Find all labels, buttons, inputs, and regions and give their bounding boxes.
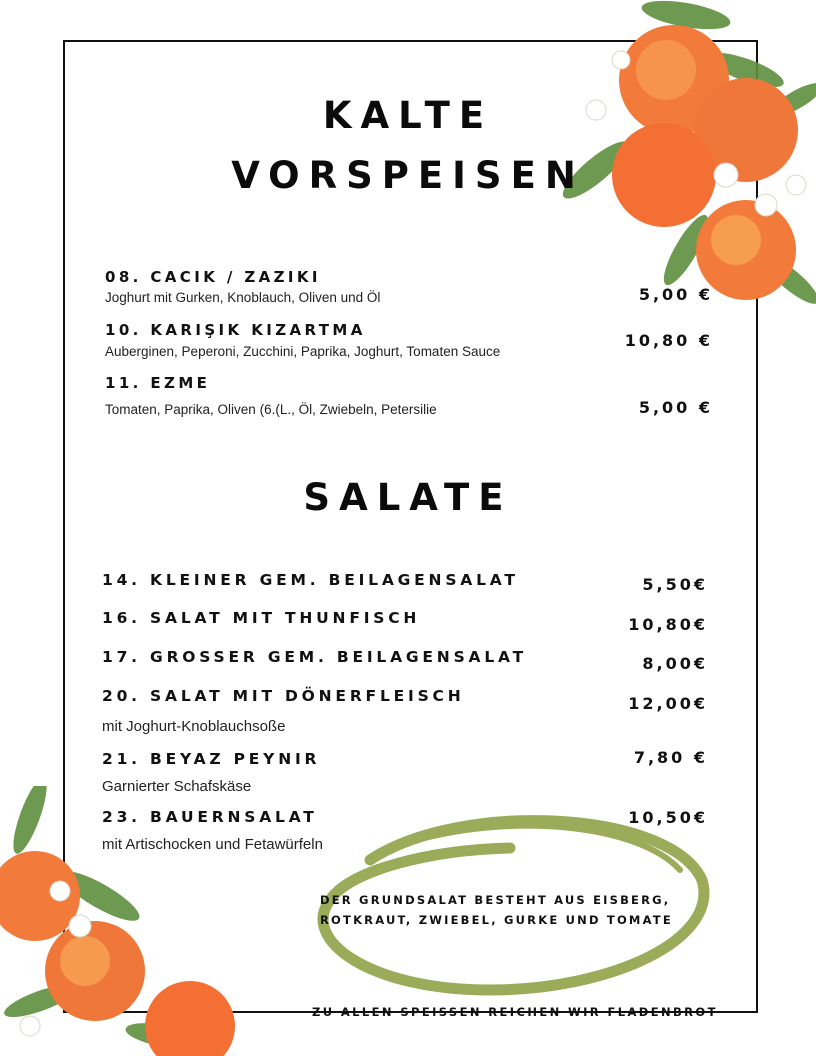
base-salad-note-line1: DER GRUNDSALAT BESTEHT AUS EISBERG, [320,893,671,907]
salad-item-name: 17. GROSSER GEM. BEILAGENSALAT [102,648,527,666]
salad-item-name: 20. SALAT MIT DÖNERFLEISCH [102,687,465,705]
footer-note: ZU ALLEN SPEISSEN REICHEN WIR FLADENBROT [312,1005,718,1019]
base-salad-note-line2: ROTKRAUT, ZWIEBEL, GURKE UND TOMATE [320,913,673,927]
salad-item-price: 7,80 € [633,748,708,767]
menu-item-name: 10. KARIŞIK KIZARTMA [105,321,366,339]
menu-item-name: 08. CACIK / ZAZIKI [105,268,321,286]
menu-item-description: Tomaten, Paprika, Oliven (6.(L., Öl, Zwiebeln, Petersilie [105,402,437,417]
salad-item-description: mit Artischocken und Fetawürfeln [102,836,323,853]
section-title-line1: KALTE [322,94,494,137]
salad-item-description: mit Joghurt-Knoblauchsoße [102,718,286,735]
salad-item-description: Garnierter Schafskäse [102,778,252,795]
salad-item-name: 21. BEYAZ PEYNIR [102,750,321,768]
salad-item-price: 8,00€ [642,654,708,673]
salad-item-price: 10,80€ [628,615,708,634]
salads-title: SALATE [303,476,513,519]
salad-item-price: 5,50€ [642,575,708,594]
section-title-line2: VORSPEISEN [231,154,585,197]
salad-item-name: 14. KLEINER GEM. BEILAGENSALAT [102,571,519,589]
salad-item-price: 10,50€ [628,808,708,827]
menu-item-description: Auberginen, Peperoni, Zucchini, Paprika, Joghurt, Tomaten Sauce [105,344,501,359]
menu-item-price: 5,00 € [638,398,713,417]
menu-item-description: Joghurt mit Gurken, Knoblauch, Oliven und Öl [105,290,381,305]
orange-branch-bottom-left-illustration [0,786,250,1056]
menu-item-price: 10,80 € [624,331,713,350]
menu-item-name: 11. EZME [105,374,211,392]
menu-item-price: 5,00 € [638,285,713,304]
salad-item-name: 23. BAUERNSALAT [102,808,318,826]
salad-item-name: 16. SALAT MIT THUNFISCH [102,609,421,627]
salad-item-price: 12,00€ [628,694,708,713]
